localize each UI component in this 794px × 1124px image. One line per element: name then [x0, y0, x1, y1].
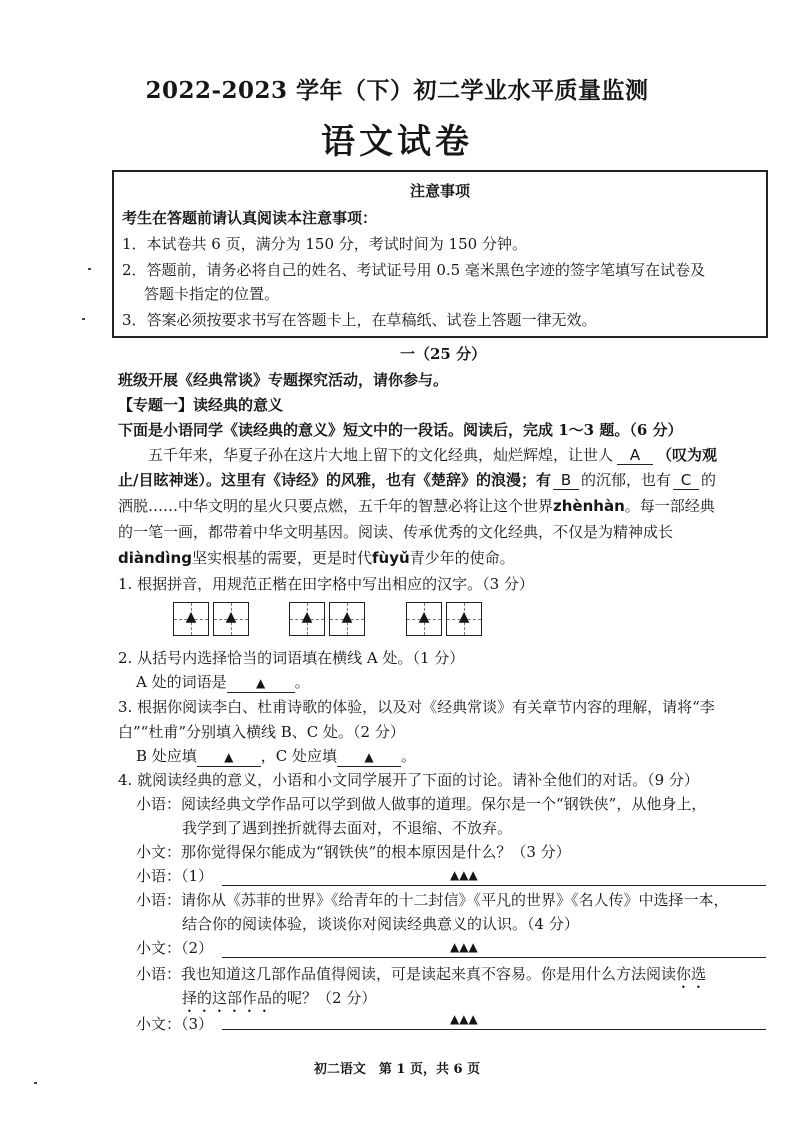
answer-line-2[interactable]: [222, 940, 766, 958]
answer-mark: ▲: [418, 609, 430, 625]
answer-mark: ▲▲▲: [450, 1012, 478, 1026]
answer-mark: ▲▲▲: [450, 940, 478, 954]
answer-mark: ▲: [301, 609, 313, 625]
question-2-answer: A 处的词语是 ▲ 。: [136, 673, 310, 691]
answer-mark: ▲: [341, 609, 353, 625]
question-1: 1. 根据拼音，用规范正楷在田字格中写出相应的汉字。（3 分）: [118, 575, 534, 593]
blank-c: C: [673, 471, 699, 490]
question-3-line-1: 3. 根据你阅读李白、杜甫诗歌的体验，以及对《经典常谈》有关章节内容的理解，请将“李: [118, 698, 715, 716]
answer-mark: ▲: [185, 609, 197, 625]
tianzi-grid-2[interactable]: [213, 602, 249, 636]
question-4: 4. 就阅读经典的意义，小语和小文同学展开了下面的讨论。请补全他们的对话。（9 分）: [118, 771, 699, 789]
dialogue-3-line-1: 小语：请你从《苏菲的世界》《给青年的十二封信》《平凡的世界》《名人传》中选择一本，: [136, 891, 729, 909]
answer-line-3[interactable]: [222, 1012, 766, 1030]
passage-line-3: 洒脱……中华文明的星火只要点燃，五千年的智慧必将让这个世界zhènhàn。每一部经典: [118, 497, 715, 515]
notice-item-1: 1．本试卷共 6 页，满分为 150 分，考试时间为 150 分钟。: [122, 235, 527, 253]
scan-speck: [34, 1082, 37, 1084]
exam-subject-title: 语文试卷: [321, 122, 473, 162]
dialogue-3-line-2: 结合你的阅读体验，谈谈你对阅读经典意义的认识。（4 分）: [182, 915, 579, 933]
tianzi-grid-1[interactable]: [173, 602, 209, 636]
answer-line-1[interactable]: [222, 868, 766, 886]
passage-line-5: diàndìng坚实根基的需要，更是时代fùyǔ青少年的使命。: [118, 549, 515, 567]
section-heading: 一（25 分）: [400, 345, 487, 363]
pinyin-zhenhan: zhènhàn: [553, 497, 625, 515]
dialogue-1-line-1: 小语：阅读经典文学作品可以学到做人做事的道理。保尔是一个“钢铁侠”，从他身上，: [136, 795, 707, 813]
dialogue-1-line-2: 我学到了遇到挫折就得去面对，不退缩、不放弃。: [182, 819, 513, 837]
question-2: 2. 从括号内选择恰当的词语填在横线 A 处。（1 分）: [118, 649, 465, 667]
answer-blank-b[interactable]: ▲: [197, 748, 261, 767]
page-footer: 初二语文 第 1 页，共 6 页: [313, 1062, 481, 1077]
passage-line-4: 的一笔一画，都带着中华文明基因。阅读、传承优秀的文化经典，不仅是为精神成长: [118, 523, 674, 541]
scan-speck: [82, 318, 85, 320]
question-3-answer: B 处应填 ▲ ，C 处应填 ▲ 。: [136, 747, 417, 765]
notice-title: 注意事项: [409, 182, 470, 200]
answer-blank-c[interactable]: ▲: [337, 748, 401, 767]
answer-blank-a[interactable]: ▲: [227, 674, 295, 693]
question-3-line-2: 白”“杜甫”分别填入横线 B、C 处。（2 分）: [118, 723, 405, 741]
blank-b: B: [553, 471, 579, 490]
notice-item-2: 2．答题前，请务必将自己的姓名、考试证号用 0.5 毫米黑色字迹的签字笔填写在试卷及: [122, 261, 705, 279]
tianzi-grid-4[interactable]: [329, 602, 365, 636]
notice-item-3: 3．答案必须按要求书写在答题卡上，在草稿纸、试卷上答题一律无效。: [122, 311, 597, 329]
answer-mark: ▲: [225, 609, 237, 625]
tianzi-grid-6[interactable]: [446, 602, 482, 636]
answer-1-label: 小语：（1）: [136, 867, 214, 885]
answer-mark: ▲▲▲: [450, 868, 478, 882]
notice-intro: 考生在答题前请认真阅读本注意事项：: [122, 209, 378, 227]
topic-heading: 【专题一】读经典的意义: [118, 396, 284, 414]
pinyin-fuyu: fùyǔ: [372, 549, 410, 567]
dialogue-4-line-2: 择的这部作品的呢？（2 分）: [182, 989, 377, 1007]
reading-instruction: 下面是小语同学《读经典的意义》短文中的一段话。阅读后，完成 1～3 题。（6 分）: [118, 421, 683, 439]
notice-box: [112, 170, 768, 338]
passage-line-2: 止/目眩神迷）。这里有《诗经》的风雅，也有《楚辞》的浪漫；有 B 的沉郁，也有 C 的: [118, 471, 717, 489]
answer-3-label: 小文：（3）: [136, 1015, 214, 1033]
scan-speck: [88, 268, 91, 270]
notice-item-2-cont: 答题卡指定的位置。: [144, 285, 280, 303]
dialogue-4-line-1: 小语：我也知道这几部作品值得阅读，可是读起来真不容易。你是用什么方法阅读你选: [136, 965, 707, 983]
tianzi-grid-5[interactable]: [406, 602, 442, 636]
pinyin-dianding: diàndìng: [118, 549, 192, 567]
answer-2-label: 小文：（2）: [136, 939, 214, 957]
dialogue-2: 小文：那你觉得保尔能成为“钢铁侠”的根本原因是什么？（3 分）: [136, 843, 571, 861]
answer-mark: ▲: [458, 609, 470, 625]
blank-a: A: [617, 446, 653, 465]
activity-intro: 班级开展《经典常谈》专题探究活动，请你参与。: [118, 371, 449, 389]
tianzi-grid-3[interactable]: [289, 602, 325, 636]
exam-title: 2022-2023 学年（下）初二学业水平质量监测: [145, 77, 649, 104]
passage-line-1: 五千年来，华夏子孙在这片大地上留下的文化经典，灿烂辉煌，让世人 A （叹为观: [148, 446, 718, 464]
